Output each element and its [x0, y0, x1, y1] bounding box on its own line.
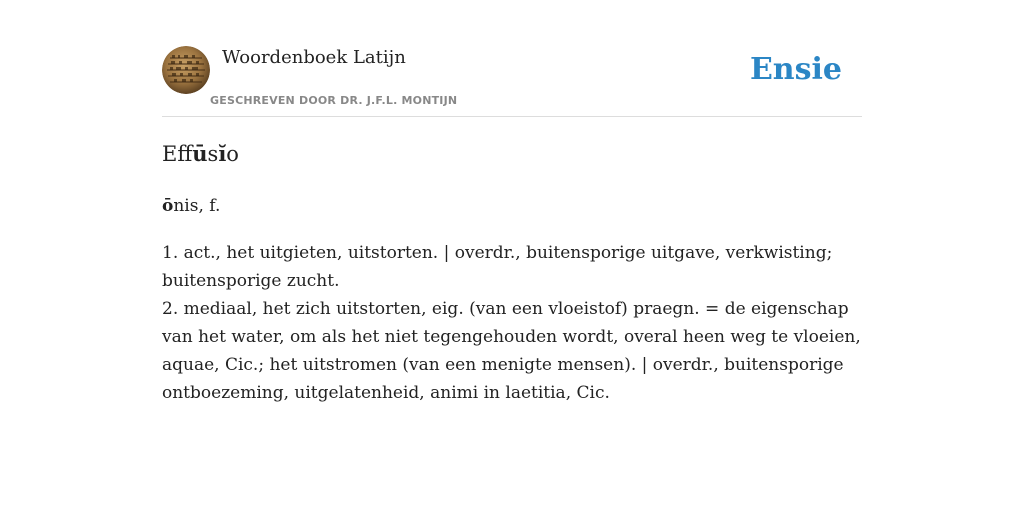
definition-sense-1: 1. act., het uitgieten, uitstorten. | overdr., buitensporige uitgave, verkwisting; buitensporige zucht.: [162, 243, 833, 291]
entry-title-part: Eff: [162, 142, 193, 166]
ensie-logo-link[interactable]: Ensie: [749, 52, 842, 87]
bronze-inscription-coin-icon[interactable]: [162, 46, 210, 94]
author-line: GESCHREVEN DOOR DR. J.F.L. MONTIJN: [210, 94, 458, 107]
definition-text: [162, 239, 862, 407]
grammar-part: ō: [162, 196, 174, 216]
dictionary-header: [162, 46, 862, 117]
dictionary-title[interactable]: Woordenboek Latijn: [222, 47, 406, 68]
grammar-info: [162, 193, 220, 219]
definition-sense-2: 2. mediaal, het zich uitstorten, eig. (van een vloeistof) praegn. = de eigenschap van het water, om als het niet tegengehouden wordt, overal heen weg te vloeien, aquae, Cic.; het uitstromen (van een menigte mensen). | overdr., buitensporige ontboezeming, uitgelatenheid, animi in laetitia, Cic.: [162, 299, 861, 403]
grammar-part: nis, f.: [173, 196, 221, 216]
entry-title-part: ū: [192, 141, 208, 166]
entry-title-part: o: [226, 142, 239, 166]
entry-title: [162, 139, 239, 169]
entry-title-part: s: [207, 142, 219, 166]
entry-title-part: ĭ: [218, 141, 227, 166]
